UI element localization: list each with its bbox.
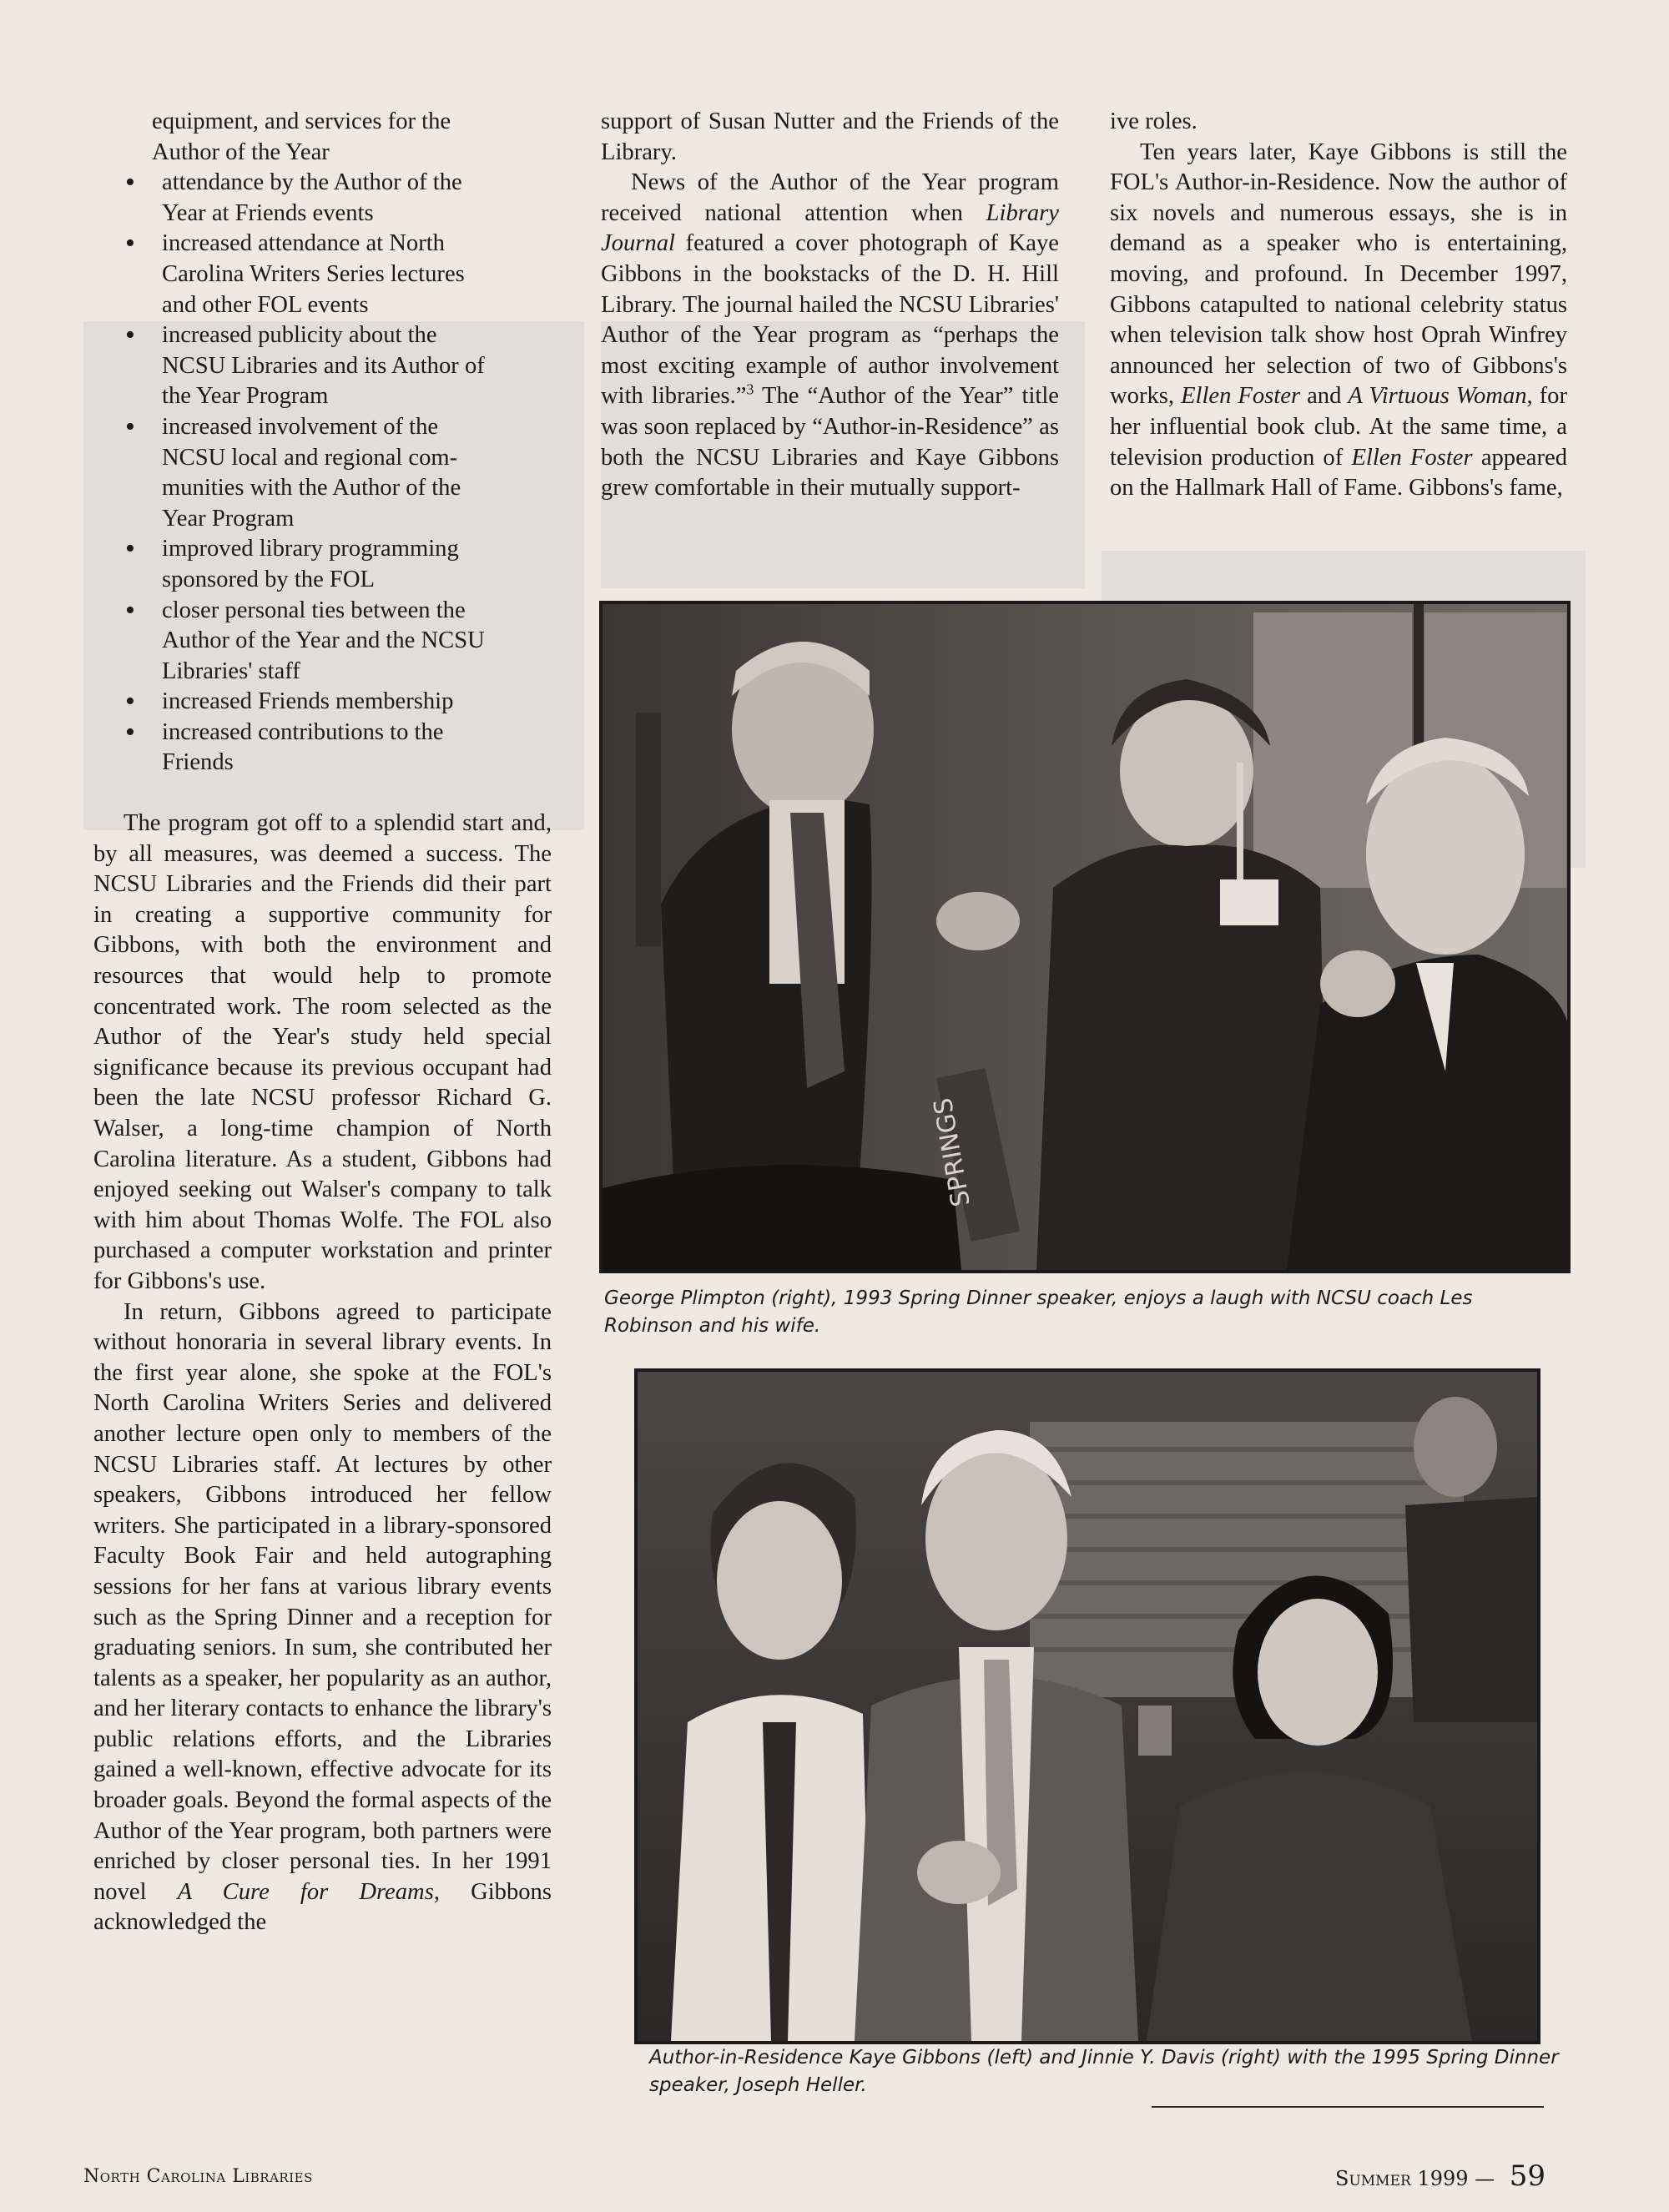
outcomes-bullet-list [93, 168, 552, 778]
bullet-item-line: • increased Friends membership [122, 687, 552, 718]
bullet-item-line: and other FOL events [162, 291, 369, 318]
bullet-item-line: • increased contributions to the [122, 718, 552, 748]
bullet-item-line: munities with the Author of the [162, 475, 461, 501]
footnote-marker: 3 [746, 380, 754, 398]
paragraph: In return, Gibbons agreed to participate without honoraria in several library events. In the first year alone, she spoke at the FOL's North Carolina Writers Series and delivered another lecture open only to members of the NCSU Libraries staff. At lectures by other speakers, Gibbons introduced her fellow writers. She participated in a library-sponsored Faculty Book Fair and held autographing sessions for her fans at various library events such as the Spring Dinner and a reception for graduating seniors. In sum, she contributed her talents as a speaker, her popularity as an author, and her literary contacts to enhance the library's public relations efforts, and the Libraries gained a well-known, effective advocate for its broader goals. Beyond the formal aspects of the Author of the Year program, both partners were enriched by closer personal ties. In her 1991 novel A Cure for Dreams, Gibbons acknowledged the [93, 1298, 552, 1936]
paragraph: Ten years later, Kaye Gibbons is still the FOL's Author-in-Residence. Now the author of six novels and numerous essays, she is in demand as a speaker who is entertaining, moving, and profound. In December 1997, Gibbons catapulted to national celebrity status when television talk show host Oprah Winfrey announced her selection of two of Gibbons's works, Ellen Foster and A Virtuous Woman, for her influential book club. At the same time, a television production of Ellen Foster appeared on the Hallmark Hall of Fame. Gibbons's fame, [1110, 139, 1567, 501]
issue-label: Summer 1999 [1335, 2167, 1469, 2190]
bullet-item-line: • increased attendance at North [122, 229, 552, 259]
issue-and-page [1335, 2159, 1545, 2193]
bullet-item-line: • closer personal ties between the [122, 596, 552, 627]
publication-name: North Carolina Libraries [83, 2166, 313, 2187]
photo1-caption: George Plimpton (right), 1993 Spring Dinner speaker, enjoys a laugh with NCSU coach Les Robinson and his wife. [604, 1287, 1473, 1337]
bullet-item-line: Year at Friends events [162, 199, 374, 226]
paragraph: The program got off to a splendid start and, by all measures, was deemed a success. The NCSU Libraries and the Friends did their part in creating a supportive community for Gibbons, with both the environment and resources that would help to promote concentrated work. The room selected as the Author of the Year's study held special significance because its previous occupant had been the late NCSU professor Richard G. Walser, a long-time champion of North Carolina literature. As a student, Gibbons had enjoyed seeking out Walser's company to talk with him about Thomas Wolfe. The FOL also purchased a computer workstation and printer for Gibbons's use. [93, 810, 552, 1294]
bullet-item-line: the Year Program [162, 383, 329, 410]
bullet-item-line: NCSU local and regional com- [162, 444, 458, 471]
bullet-item-line: NCSU Libraries and its Author of [162, 352, 485, 379]
photo2-caption: Author-in-Residence Kaye Gibbons (left) and Jinnie Y. Davis (right) with the 1995 Spring Dinner speaker, Joseph Heller. [649, 2047, 1559, 2096]
bullet-item-line: Friends [162, 749, 234, 776]
photo-heller-dinner [634, 1368, 1540, 2044]
photo-plimpton-dinner [599, 601, 1571, 1273]
bullet-item-line: • increased publicity about the [122, 320, 552, 351]
paragraph: ive roles. [1110, 108, 1198, 134]
continued-bullet-text: equipment, and services for the Author of the Year [152, 108, 451, 165]
bullet-item-line: Author of the Year and the NCSU [162, 627, 485, 654]
bullet-item-line: Carolina Writers Series lectures [162, 260, 465, 287]
bullet-item-line: • improved library programming [122, 534, 552, 565]
bullet-item-line: • increased involvement of the [122, 412, 552, 443]
bullet-item-line: sponsored by the FOL [162, 566, 375, 592]
text-column-1 [93, 107, 552, 1938]
photo-plimpton-image [603, 604, 1567, 1270]
footer-dash: — [1475, 2167, 1495, 2190]
bullet-item-line: • attendance by the Author of the [122, 168, 552, 199]
paragraph: support of Susan Nutter and the Friends of the Library. [601, 108, 1059, 165]
caption-rule [1152, 2106, 1544, 2108]
page-number: 59 [1509, 2159, 1546, 2193]
text-column-2 [601, 107, 1059, 504]
book-title-text: SPRINGS [928, 1096, 976, 1209]
photo-heller-image [638, 1372, 1537, 2041]
bullet-item-line: Libraries' staff [162, 658, 300, 684]
paragraph: News of the Author of the Year program received national attention when Library Journal featured a cover photograph of Kaye Gibbons in the bookstacks of the D. H. Hill Library. The journal hailed the NCSU Libraries' Author of the Year program as “perhaps the most exciting example of author involvement with libraries.”$^3$ The “Author of the Year” title was soon replaced by “Author-in-Residence” as both the NCSU Libraries and Kaye Gibbons grew comfortable in their mutually support- [601, 169, 1059, 501]
bullet-item-line: Year Program [162, 505, 295, 532]
text-column-3 [1110, 107, 1567, 504]
